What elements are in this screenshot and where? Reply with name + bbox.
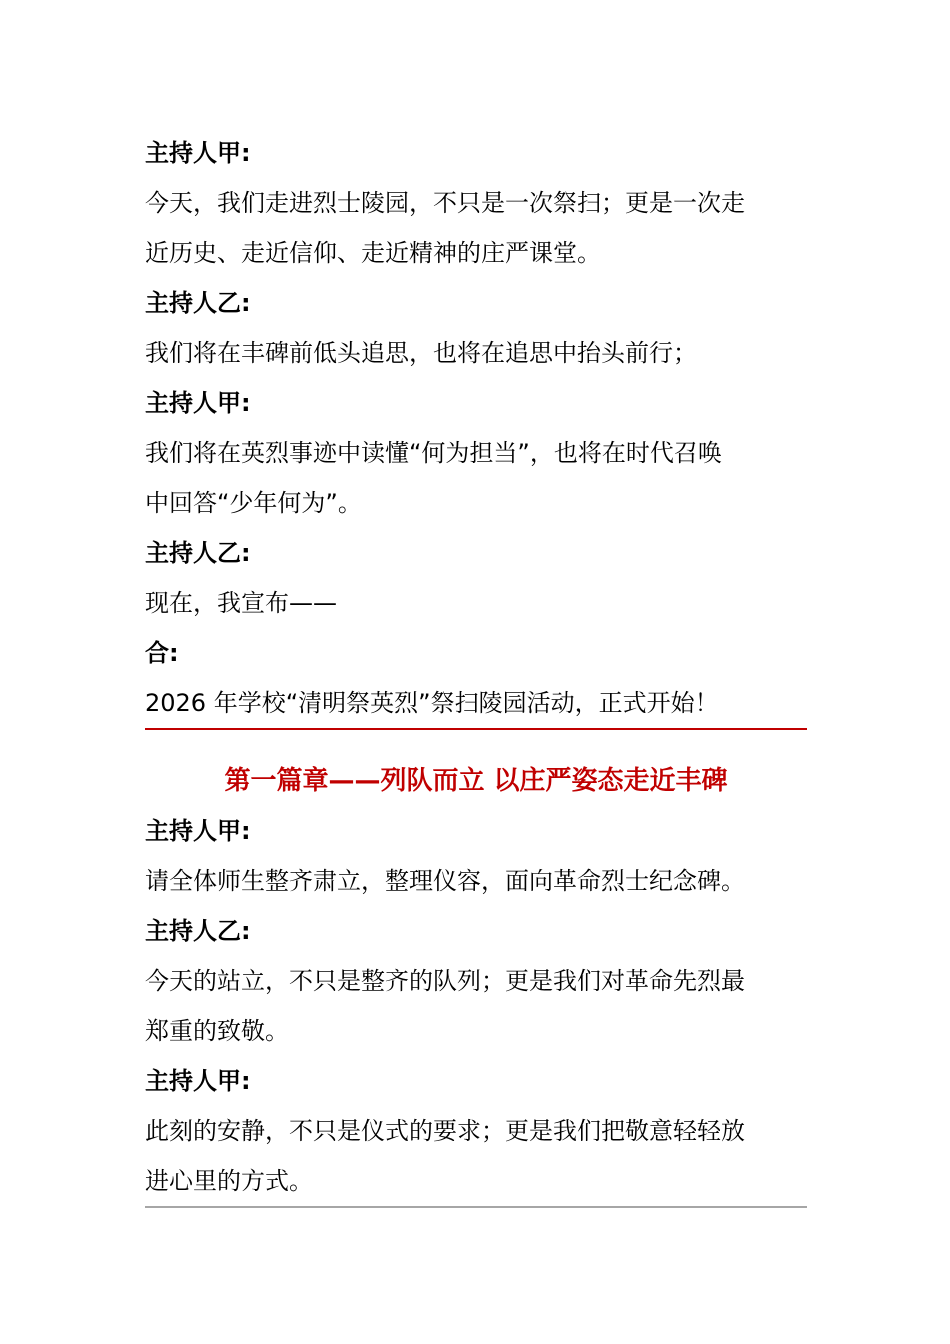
speaker-label: 主持人甲: xyxy=(145,389,251,417)
paragraph-line: 此刻的安静，不只是仪式的要求；更是我们把敬意轻轻放 xyxy=(145,1117,745,1145)
speaker-label: 主持人乙: xyxy=(145,917,251,945)
paragraph-line: 郑重的致敬。 xyxy=(145,1017,289,1045)
paragraph-line: 请全体师生整齐肃立，整理仪容，面向革命烈士纪念碑。 xyxy=(145,867,745,895)
paragraph-line: 我们将在丰碑前低头追思，也将在追思中抬头前行； xyxy=(145,339,697,367)
speaker-label: 主持人甲: xyxy=(145,1067,251,1095)
paragraph-line: 今天，我们走进烈士陵园，不只是一次祭扫；更是一次走 xyxy=(145,189,745,217)
speaker-label: 合: xyxy=(145,639,179,667)
paragraph-line: 今天的站立，不只是整齐的队列；更是我们对革命先烈最 xyxy=(145,967,745,995)
paragraph-line: 我们将在英烈事迹中读懂“何为担当”，也将在时代召唤 xyxy=(145,439,722,467)
speaker-label: 主持人乙: xyxy=(145,539,251,567)
paragraph-line: 中回答“少年何为”。 xyxy=(145,489,362,517)
paragraph-line: 进心里的方式。 xyxy=(145,1167,313,1195)
paragraph-line: 近历史、走近信仰、走近精神的庄严课堂。 xyxy=(145,239,601,267)
section-divider-red xyxy=(145,728,807,730)
paragraph-line: 2026 年学校“清明祭英烈”祭扫陵园活动，正式开始！ xyxy=(145,689,719,717)
speaker-label: 主持人甲: xyxy=(145,139,251,167)
speaker-label: 主持人乙: xyxy=(145,289,251,317)
paragraph-line: 现在，我宣布—— xyxy=(145,589,337,617)
document-page xyxy=(145,128,807,1208)
section-divider-gray xyxy=(145,1206,807,1208)
speaker-label: 主持人甲: xyxy=(145,817,251,845)
chapter-title: 第一篇章——列队而立 以庄严姿态走近丰碑 xyxy=(224,766,728,796)
